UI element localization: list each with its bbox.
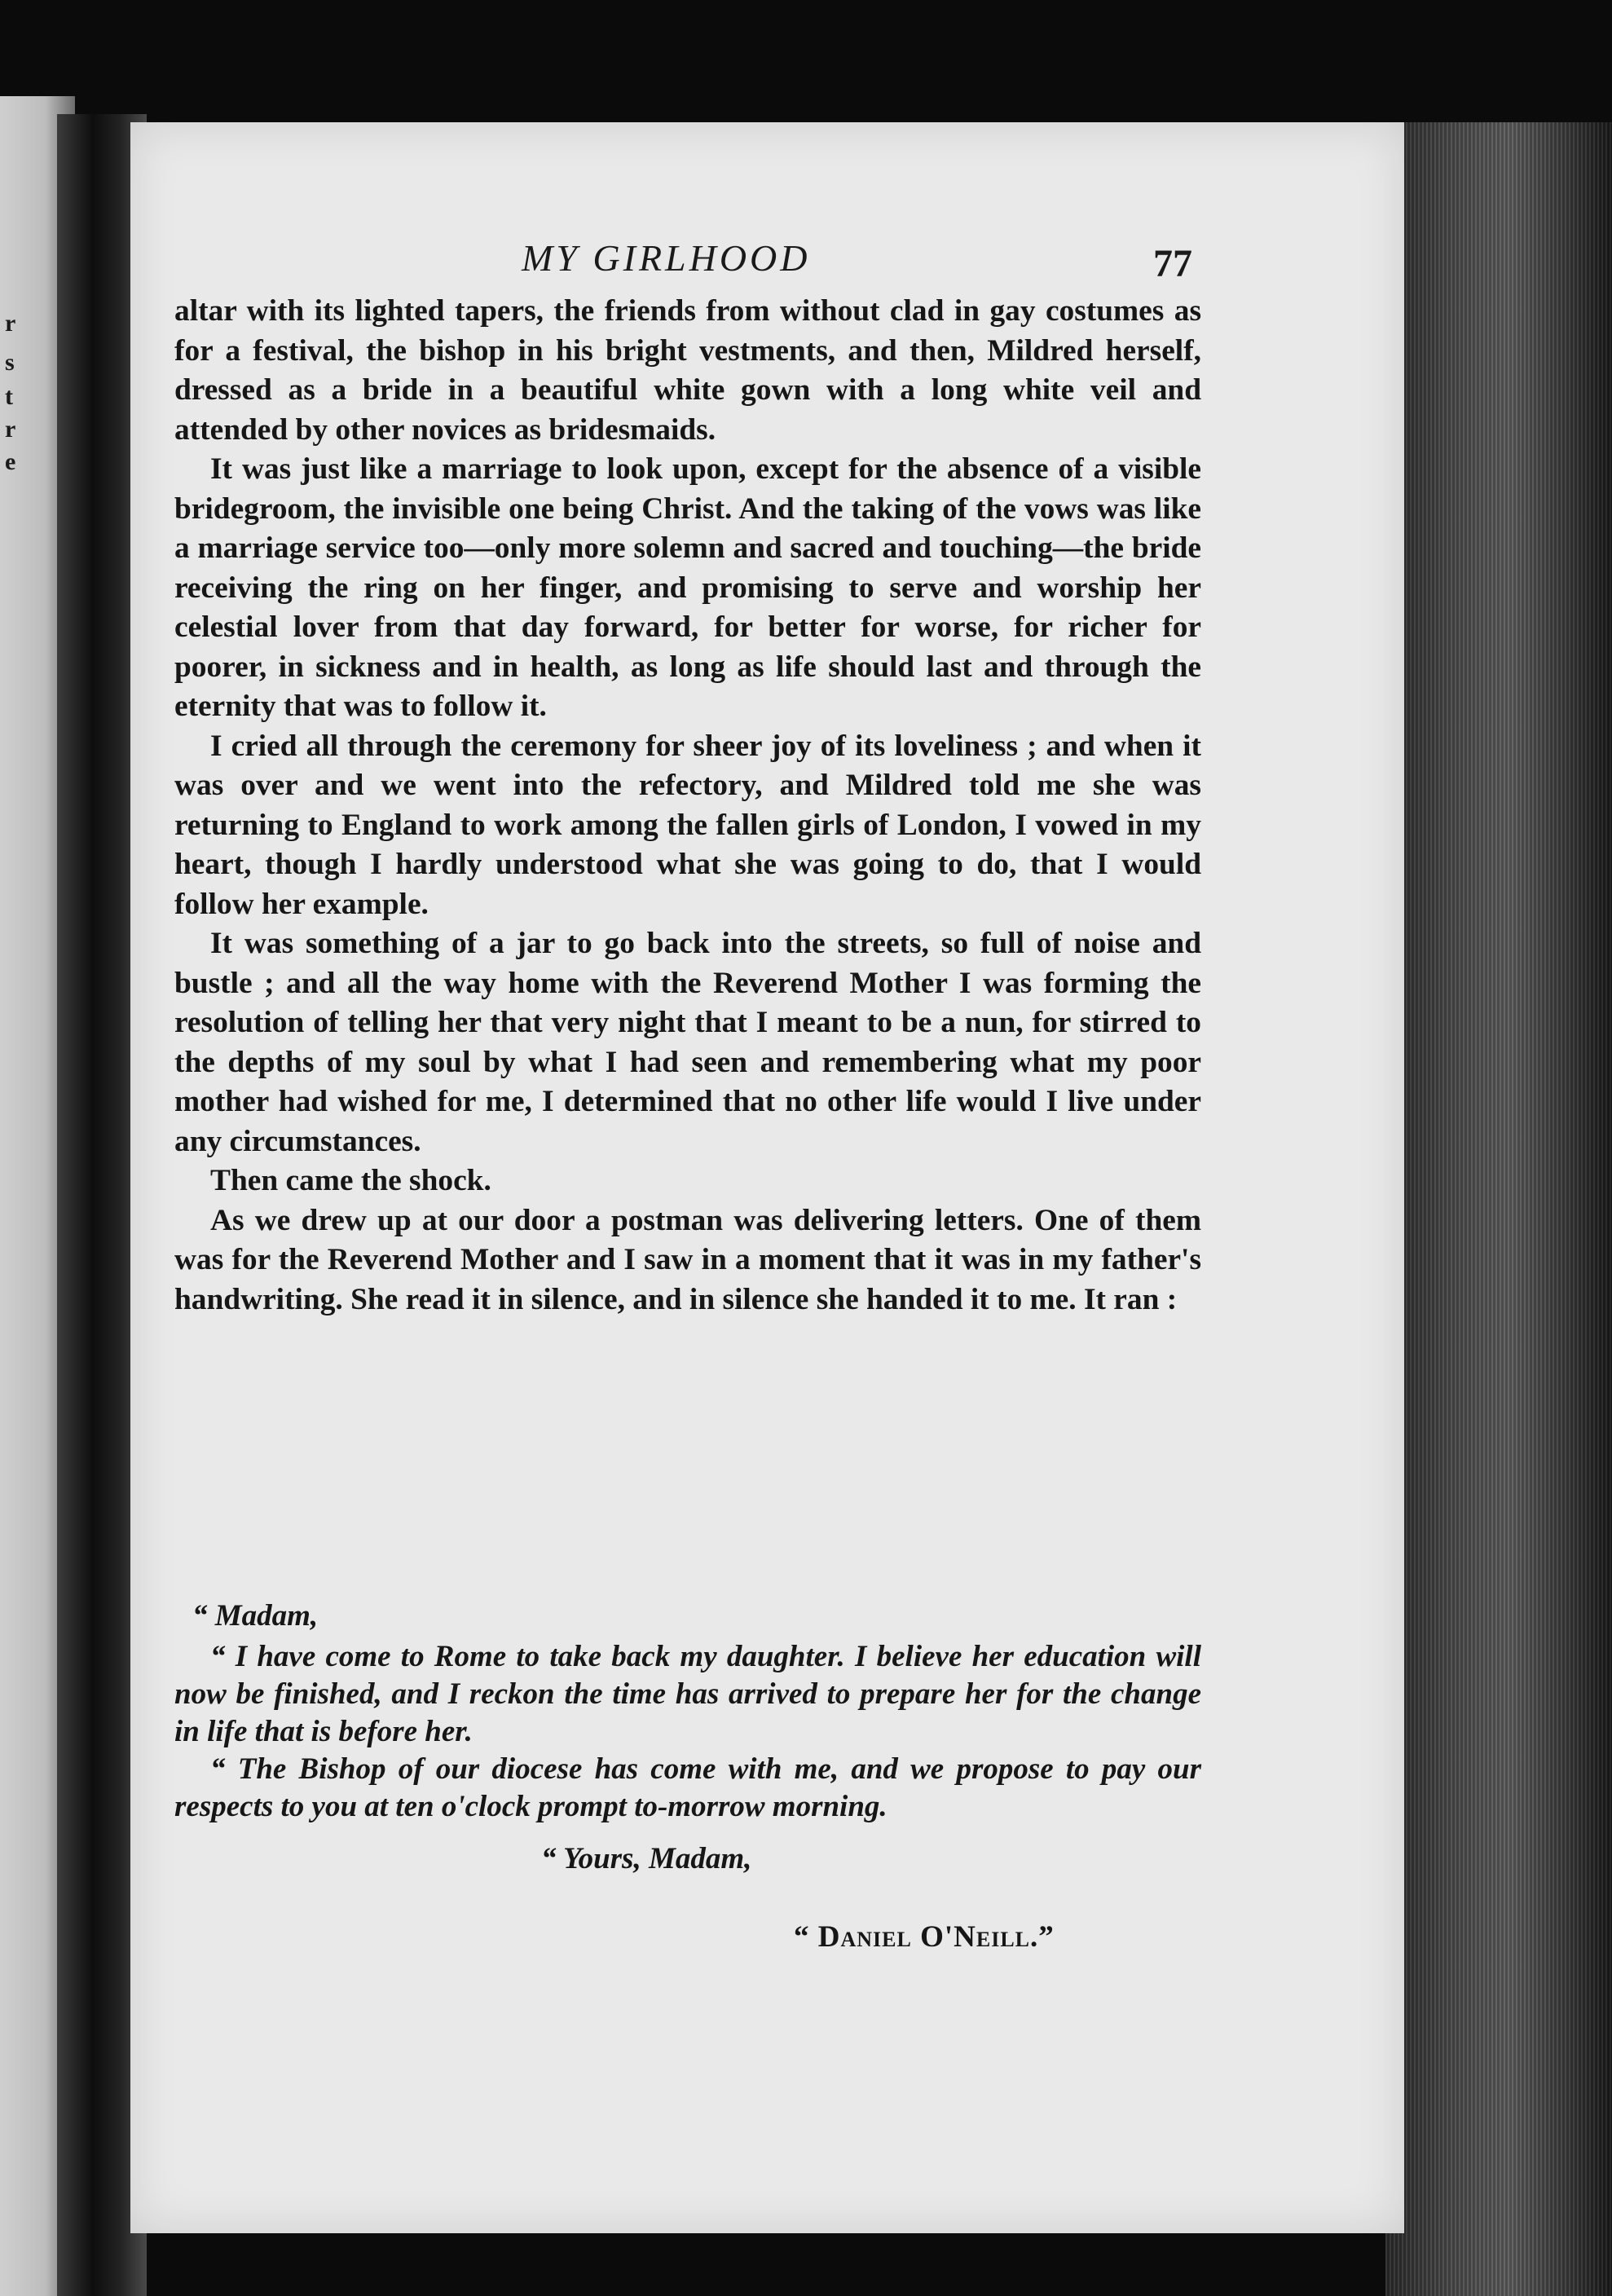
left-page-text-fragment: r — [5, 310, 16, 337]
letter-paragraph: “ The Bishop of our diocese has come with me, and we propose to pay our respects to you at ten o'clock prompt to-morrow morning. — [174, 1752, 1201, 1823]
running-head: MY GIRLHOOD — [522, 237, 811, 279]
paragraph: I cried all through the ceremony for sheer joy of its loveliness ; and when it was over and we went into the refectory, and Mildred told me she was returning to England to work among the fallen girls of London, I vowed in my heart, though I hardly understood what she was going to do, that I would follow her example. — [174, 729, 1201, 921]
left-page-text-fragment: r — [5, 416, 16, 443]
paragraph: Then came the shock. — [210, 1164, 491, 1197]
left-page-text-fragment: e — [5, 448, 16, 475]
page-fore-edge — [1385, 122, 1612, 2296]
paragraph: It was something of a jar to go back into the streets, so full of noise and bustle ; and all the way home with the Reverend Mother I was forming the resolution of telling her that very night that I meant to be a nun, for stirred to the depths of my soul by what I had seen and remembering what my poor mother had wished for me, I determined that no other life would I live under any circumstances. — [174, 927, 1201, 1158]
paragraph: As we drew up at our door a postman was delivering letters. One of them was for the Reverend Mother and I saw in a moment that it was in my father's handwriting. She read it in silence, and in silence she handed it to me. It ran : — [174, 1203, 1201, 1316]
page-header — [130, 236, 1404, 293]
letter-salutation: “ Madam, — [192, 1599, 319, 1633]
left-page-text-fragment: t — [5, 383, 13, 410]
page-number: 77 — [1153, 242, 1192, 285]
letter-signature: “ Daniel O'Neill.” — [794, 1920, 1055, 1954]
paragraph: altar with its lighted tapers, the friends from without clad in gay costumes as for a festival, the bishop in his bright vestments, and then, Mildred herself, dressed as a bride in a beautiful white gown with a long white veil and attended by other novices as bridesmaids. — [174, 294, 1201, 447]
letter-paragraph: “ I have come to Rome to take back my daughter. I believe her education will now be finished, and I reckon the time has arrived to prepare her for the change in life that is before her. — [174, 1640, 1201, 1748]
quoted-letter — [174, 1598, 1201, 1956]
body-text — [174, 292, 1201, 1320]
book-page — [130, 122, 1404, 2233]
left-page-text-fragment: s — [5, 349, 15, 376]
paragraph: It was just like a marriage to look upon, except for the absence of a visible bridegroom, the invisible one being Christ. And the taking of the vows was like a marriage service too—only more solemn and sacred and touching—the bride receiving the ring on her finger, and promising to serve and worship her celestial lover from that day forward, for better for worse, for richer for poorer, in sickness and in health, as long as life should last and through the eternity that was to follow it. — [174, 452, 1201, 723]
letter-closing: “ Yours, Madam, — [541, 1842, 752, 1875]
